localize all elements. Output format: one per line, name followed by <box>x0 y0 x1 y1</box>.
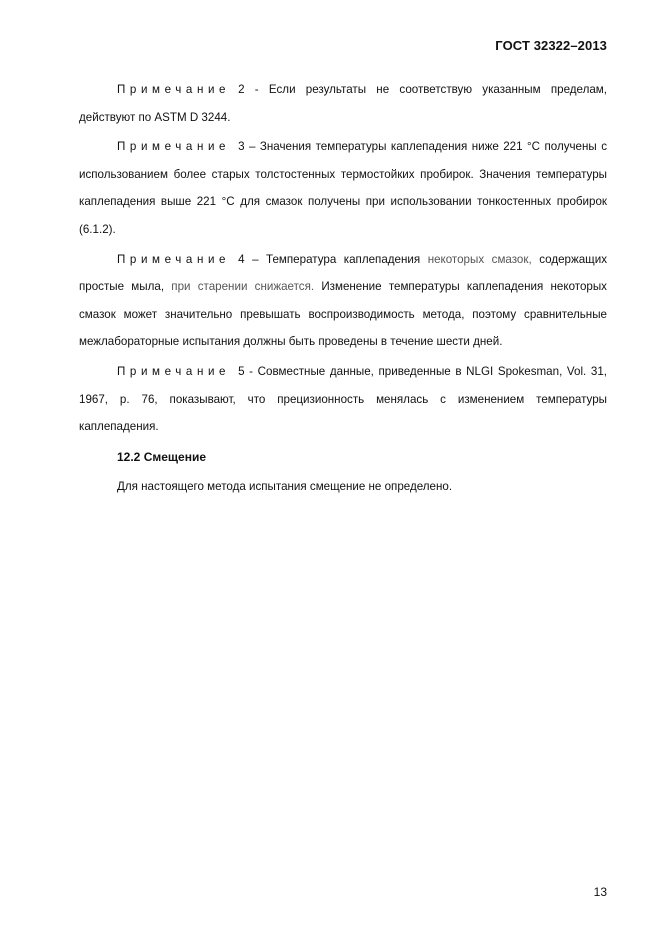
note-text-part: Изменение температуры каплепадения некоторых смазок может значительно превышать воспроизводимость метода, поэтому сравнительные межлабораторные испытания должны быть проведены в течение шести дней. <box>79 280 607 349</box>
note-text: 2 - Если результаты не соответствую указанным пределам, действуют по ASTM D 3244. <box>79 83 607 124</box>
section-heading: 12.2 Смещение <box>117 449 207 464</box>
note-text-part-muted: некоторых смазок, <box>427 252 532 266</box>
note-label: Примечание <box>117 252 231 266</box>
note-label: Примечание <box>117 83 231 96</box>
note-label: Примечание <box>117 364 231 378</box>
note-text: 3 – Значения температуры каплепадения ниже 221 °С получены с использованием более старых толстостенных термостойких пробирок. Значения температуры каплепадения выше 221 °С для смазок получены при использовании тонкостенных пробирок (6.1.2). <box>79 140 607 236</box>
page-content <box>79 76 607 500</box>
note-text-part: 4 – Температура каплепадения <box>238 252 421 266</box>
section-paragraph: Для настоящего метода испытания смещение не определено. <box>117 479 453 493</box>
note-4 <box>79 246 607 356</box>
note-2 <box>79 76 607 131</box>
page-number: 13 <box>593 885 607 899</box>
note-text-part: содержащих простые мыла, <box>79 252 607 294</box>
note-text: 5 - Совместные данные, приведенные в NLGI Spokesman, Vol. 31, 1967, p. 76, показывают, что прецизионность менялась с изменением температуры каплепадения. <box>79 364 607 434</box>
note-label: Примечание <box>117 140 231 154</box>
document-id-header: ГОСТ 32322–2013 <box>495 38 607 53</box>
note-3 <box>79 133 607 243</box>
note-text-part-muted: при старении снижается. <box>171 280 315 294</box>
note-5 <box>79 358 607 441</box>
